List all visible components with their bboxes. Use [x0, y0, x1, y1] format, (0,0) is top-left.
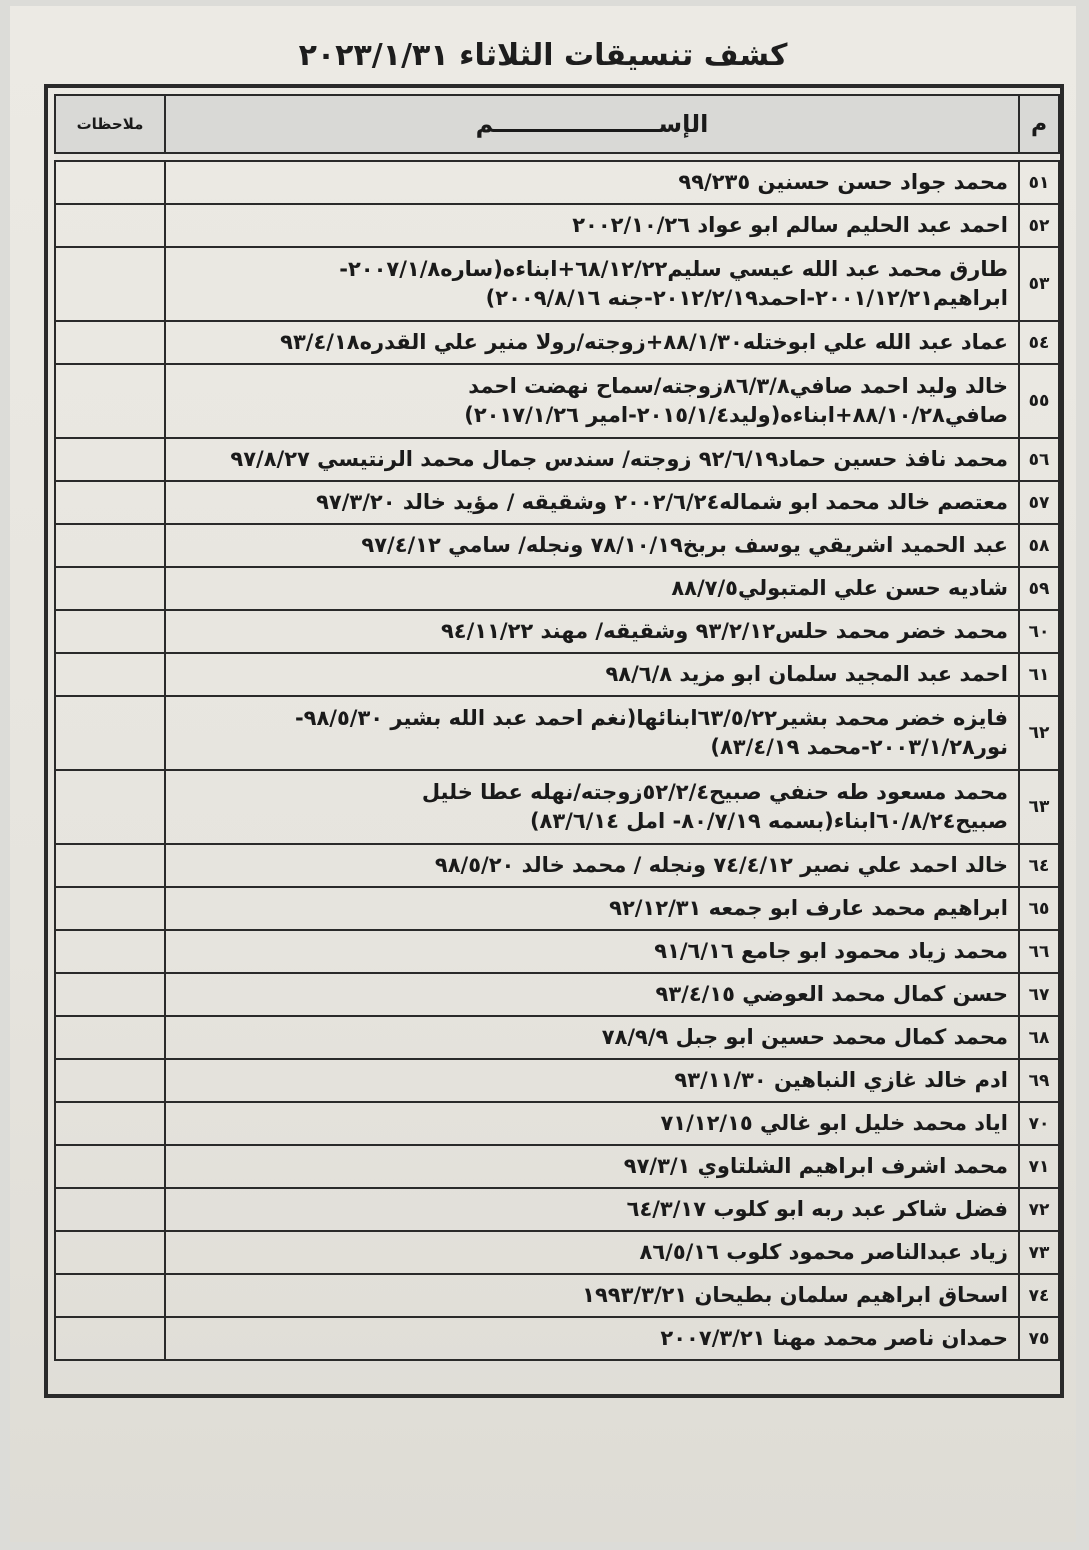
table-row	[55, 1102, 1059, 1145]
table-row	[55, 610, 1059, 653]
row-number: ٥٨	[1019, 524, 1059, 567]
row-number: ٦٧	[1019, 973, 1059, 1016]
row-number: ٥٥	[1019, 364, 1059, 438]
row-notes	[55, 973, 165, 1016]
name-line: معتصم خالد محمد ابو شماله٢٠٠٢/٦/٢٤ وشقيقه / مؤيد خالد ٩٧/٣/٢٠	[316, 490, 1008, 514]
row-name	[165, 247, 1019, 321]
name-line: زياد عبدالناصر محمود كلوب ٨٦/٥/١٦	[639, 1240, 1008, 1264]
name-line: محمد خضر محمد حلس٩٣/٢/١٢ وشقيقه/ مهند ٩٤/١١/٢٢	[440, 619, 1008, 643]
row-name	[165, 567, 1019, 610]
name-line: ادم خالد غازي النباهين ٩٣/١١/٣٠	[674, 1068, 1008, 1092]
row-notes	[55, 1188, 165, 1231]
row-name	[165, 653, 1019, 696]
table-row	[55, 524, 1059, 567]
row-notes	[55, 247, 165, 321]
row-name	[165, 930, 1019, 973]
table-row	[55, 1188, 1059, 1231]
row-notes	[55, 321, 165, 364]
row-name	[165, 1274, 1019, 1317]
row-number: ٦٩	[1019, 1059, 1059, 1102]
table-frame	[44, 84, 1064, 1398]
row-number: ٦١	[1019, 653, 1059, 696]
name-line: خالد احمد علي نصير ٧٤/٤/١٢ ونجله / محمد خالد ٩٨/٥/٢٠	[434, 853, 1008, 877]
row-name	[165, 524, 1019, 567]
row-notes	[55, 1231, 165, 1274]
table-row	[55, 1059, 1059, 1102]
row-notes	[55, 524, 165, 567]
name-line: ابراهيم٢٠٠١/١٢/٢١-احمد٢٠١٢/٢/١٩-جنه ٢٠٠٩/٨/١٦)	[485, 286, 1008, 310]
row-number: ٦٥	[1019, 887, 1059, 930]
row-number: ٥٢	[1019, 204, 1059, 247]
row-name	[165, 161, 1019, 204]
row-notes	[55, 161, 165, 204]
row-notes	[55, 1274, 165, 1317]
name-line: عبد الحميد اشريقي يوسف بربخ٧٨/١٠/١٩ ونجله/ سامي ٩٧/٤/١٢	[361, 533, 1008, 557]
name-line: فايزه خضر محمد بشير٦٣/٥/٢٢ابنائها(نغم احمد عبد الله بشير ٩٨/٥/٣٠-	[294, 706, 1008, 730]
row-notes	[55, 887, 165, 930]
row-notes	[55, 1317, 165, 1360]
row-notes	[55, 930, 165, 973]
name-line: محمد جواد حسن حسنين ٩٩/٢٣٥	[678, 170, 1008, 194]
name-line: اسحاق ابراهيم سلمان بطيحان ١٩٩٣/٣/٢١	[582, 1283, 1008, 1307]
row-name	[165, 364, 1019, 438]
table-row	[55, 696, 1059, 770]
row-name	[165, 973, 1019, 1016]
table-row	[55, 844, 1059, 887]
row-name	[165, 844, 1019, 887]
table-row	[55, 438, 1059, 481]
row-name	[165, 204, 1019, 247]
row-number: ٧٢	[1019, 1188, 1059, 1231]
name-line: محمد اشرف ابراهيم الشلتاوي ٩٧/٣/١	[623, 1154, 1008, 1178]
name-line: شاديه حسن علي المتبولي٨٨/٧/٥	[671, 576, 1008, 600]
row-notes	[55, 610, 165, 653]
row-number: ٦٣	[1019, 770, 1059, 844]
table-row	[55, 247, 1059, 321]
row-number: ٦٢	[1019, 696, 1059, 770]
row-notes	[55, 1145, 165, 1188]
name-line: محمد كمال محمد حسين ابو جبل ٧٨/٩/٩	[601, 1025, 1008, 1049]
row-name	[165, 1188, 1019, 1231]
table-row	[55, 364, 1059, 438]
coordination-table	[54, 94, 1060, 1361]
name-line: محمد مسعود طه حنفي صبيح٥٢/٢/٤زوجته/نهله عطا خليل	[421, 780, 1008, 804]
row-name	[165, 1231, 1019, 1274]
row-notes	[55, 1059, 165, 1102]
table-row	[55, 481, 1059, 524]
table-row	[55, 1317, 1059, 1360]
row-name	[165, 321, 1019, 364]
row-notes	[55, 653, 165, 696]
table-row	[55, 321, 1059, 364]
row-notes	[55, 770, 165, 844]
row-notes	[55, 438, 165, 481]
name-line: صافي٨٨/١٠/٢٨+ابناءه(وليد٢٠١٥/١/٤-امير ٢٠١٧/١/٢٦)	[464, 403, 1008, 427]
row-number: ٧١	[1019, 1145, 1059, 1188]
table-row	[55, 887, 1059, 930]
name-line: طارق محمد عبد الله عيسي سليم٦٨/١٢/٢٢+ابناءه(ساره٢٠٠٧/١/٨-	[339, 257, 1008, 281]
row-notes	[55, 1102, 165, 1145]
row-name	[165, 481, 1019, 524]
row-number: ٥٤	[1019, 321, 1059, 364]
name-line: محمد زياد محمود ابو جامع ٩١/٦/١٦	[654, 939, 1008, 963]
table-row	[55, 653, 1059, 696]
document-page	[10, 6, 1076, 1542]
row-name	[165, 770, 1019, 844]
row-number: ٦٨	[1019, 1016, 1059, 1059]
row-notes	[55, 844, 165, 887]
name-line: اياد محمد خليل ابو غالي ٧١/١٢/١٥	[660, 1111, 1008, 1135]
name-line: احمد عبد الحليم سالم ابو عواد ٢٠٠٢/١٠/٢٦	[572, 213, 1008, 237]
table-row	[55, 1274, 1059, 1317]
table-row	[55, 1231, 1059, 1274]
name-line: عماد عبد الله علي ابوختله٨٨/١/٣٠+زوجته/رولا منير علي القدره٩٣/٤/١٨	[280, 330, 1008, 354]
table-row	[55, 1016, 1059, 1059]
column-header-name: الإســــــــــــــــــــم	[165, 95, 1019, 153]
row-notes	[55, 567, 165, 610]
row-notes	[55, 481, 165, 524]
table-header-row	[55, 95, 1059, 153]
row-number: ٧٥	[1019, 1317, 1059, 1360]
row-number: ٦٦	[1019, 930, 1059, 973]
row-name	[165, 1317, 1019, 1360]
name-line: خالد وليد احمد صافي٨٦/٣/٨زوجته/سماح نهضت احمد	[468, 374, 1008, 398]
row-number: ٦٠	[1019, 610, 1059, 653]
row-number: ٦٤	[1019, 844, 1059, 887]
row-number: ٥٩	[1019, 567, 1059, 610]
table-row	[55, 973, 1059, 1016]
row-name	[165, 1016, 1019, 1059]
row-number: ٥٦	[1019, 438, 1059, 481]
table-row	[55, 204, 1059, 247]
name-line: حمدان ناصر محمد مهنا ٢٠٠٧/٣/٢١	[660, 1326, 1008, 1350]
row-name	[165, 1102, 1019, 1145]
row-number: ٥٣	[1019, 247, 1059, 321]
column-header-notes: ملاحظات	[55, 95, 165, 153]
row-notes	[55, 364, 165, 438]
document-title: كشف تنسيقات الثلاثاء ٢٠٢٣/١/٣١	[298, 38, 788, 73]
row-notes	[55, 1016, 165, 1059]
name-line: احمد عبد المجيد سلمان ابو مزيد ٩٨/٦/٨	[605, 662, 1008, 686]
row-notes	[55, 696, 165, 770]
row-notes	[55, 204, 165, 247]
row-name	[165, 1059, 1019, 1102]
row-number: ٧٠	[1019, 1102, 1059, 1145]
name-line: محمد نافذ حسين حماد٩٢/٦/١٩ زوجته/ سندس جمال محمد الرنتيسي ٩٧/٨/٢٧	[230, 447, 1008, 471]
row-number: ٥٧	[1019, 481, 1059, 524]
row-name	[165, 1145, 1019, 1188]
row-name	[165, 696, 1019, 770]
table-row	[55, 770, 1059, 844]
row-number: ٧٣	[1019, 1231, 1059, 1274]
table-row	[55, 161, 1059, 204]
name-line: صبيح٦٠/٨/٢٤ابناء(بسمه ٨٠/٧/١٩- امل ٨٣/٦/١٤)	[529, 809, 1008, 833]
table-row	[55, 930, 1059, 973]
name-line: نور٢٠٠٣/١/٢٨-محمد ٨٣/٤/١٩)	[710, 735, 1008, 759]
row-name	[165, 438, 1019, 481]
table-row	[55, 1145, 1059, 1188]
row-name	[165, 887, 1019, 930]
table-row	[55, 567, 1059, 610]
header-gap	[55, 153, 1059, 161]
row-number: ٧٤	[1019, 1274, 1059, 1317]
row-name	[165, 610, 1019, 653]
name-line: فضل شاكر عبد ربه ابو كلوب ٦٤/٣/١٧	[626, 1197, 1008, 1221]
name-line: ابراهيم محمد عارف ابو جمعه ٩٢/١٢/٣١	[609, 896, 1008, 920]
name-line: حسن كمال محمد العوضي ٩٣/٤/١٥	[655, 982, 1008, 1006]
row-number: ٥١	[1019, 161, 1059, 204]
column-header-number: م	[1019, 95, 1059, 153]
